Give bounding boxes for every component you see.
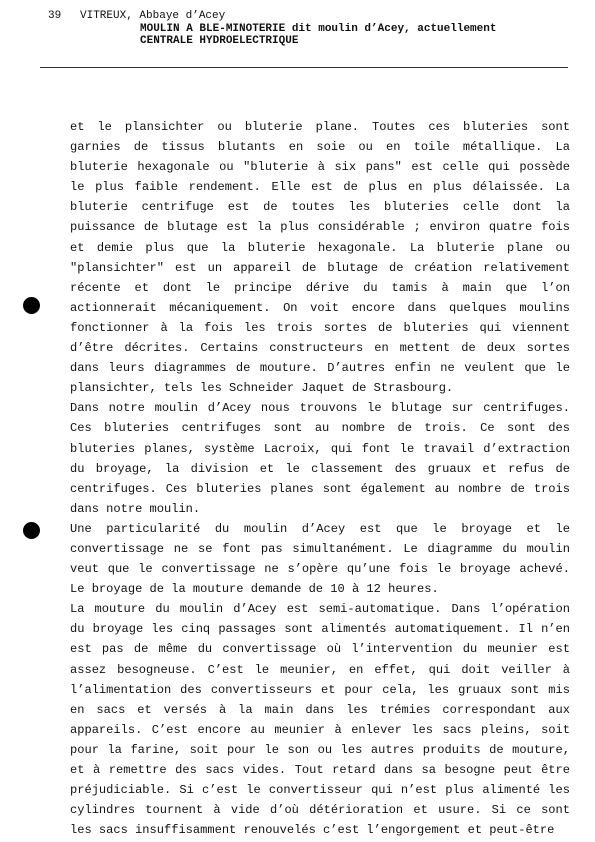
body-line: bluterie centrifuge est de toutes les bluteries celle dont la bbox=[70, 200, 570, 215]
punch-hole-marker bbox=[23, 522, 40, 539]
body-line: du broyage, la division et le classement des gruaux et refus de bbox=[70, 461, 570, 476]
body-line: dans leurs diagrammes de mouture. D’autres enfin ne veulent que le bbox=[70, 361, 570, 376]
body-line: pour la farine, soit pour le son ou les autres produits de mouture, bbox=[70, 742, 570, 757]
body-line: Le broyage de la mouture demande de 10 à 12 heures. bbox=[70, 582, 439, 597]
title-line-2: CENTRALE HYDROELECTRIQUE bbox=[140, 35, 299, 47]
header-divider bbox=[40, 67, 568, 68]
body-line: et demie plus que la bluterie hexagonale. La bluterie plane ou bbox=[70, 240, 570, 255]
body-line: d’être décrites. Certains constructeurs en mettent de deux sortes bbox=[70, 341, 570, 356]
body-line: La mouture du moulin d’Acey est semi-automatique. Dans l’opération bbox=[70, 602, 570, 617]
body-line: du broyage les cinq passages sont alimentés automatiquement. Il n’en bbox=[70, 622, 570, 637]
body-line: puissance de blutage est la plus considérable ; environ quatre fois bbox=[70, 220, 570, 235]
body-line: assez besogneuse. C’est le meunier, en effet, qui doit veiller à bbox=[70, 662, 570, 677]
body-line: récente et dont le principe dérive du tamis à main que l’on bbox=[70, 280, 570, 295]
body-line: en sacs et versés à la main dans les trémies correspondant aux bbox=[70, 702, 570, 717]
body-line: "plansichter" est un appareil de blutage de création relativement bbox=[70, 260, 570, 275]
body-line: le plus faible rendement. Elle est de plus en plus délaissée. La bbox=[70, 180, 570, 195]
body-line: plansichter, tels les Schneider Jaquet de Strasbourg. bbox=[70, 381, 454, 396]
body-line: centrifuges. Ces bluteries planes sont également au nombre de trois bbox=[70, 481, 570, 496]
body-line: convertissage ne se font pas simultanément. Le diagramme du moulin bbox=[70, 541, 570, 556]
body-line: actionnerait mécaniquement. On voit encore dans quelques moulins bbox=[70, 300, 570, 315]
page-number: 39 bbox=[48, 10, 62, 22]
body-line: Une particularité du moulin d’Acey est que le broyage et le bbox=[70, 521, 570, 536]
body-line: et à remettre des sacs vides. Tout retard dans sa besogne peut être bbox=[70, 763, 570, 777]
body-line: préjudiciable. Si c’est le convertisseur qui n’est plus alimenté les bbox=[70, 783, 570, 798]
body-line: appareils. C’est encore au meunier à enlever les sacs pleins, soit bbox=[70, 722, 570, 737]
body-line: bluteries planes, système Lacroix, qui font le travail d’extraction bbox=[70, 441, 570, 456]
body-line: et le plansichter ou bluterie plane. Toutes ces bluteries sont bbox=[70, 120, 570, 134]
body-line: l’alimentation des convertisseurs et pour cela, les gruaux sont mis bbox=[70, 682, 570, 697]
body-line: garnies de tissus blutants en soie ou en toile métallique. La bbox=[70, 140, 570, 155]
body-line: fonctionner à la fois les trois sortes de bluteries qui viennent bbox=[70, 320, 570, 335]
body-line: Ces bluteries centrifuges sont au nombre de trois. Ce sont des bbox=[70, 421, 570, 436]
body-line: Dans notre moulin d’Acey nous trouvons le blutage sur centrifuges. bbox=[70, 401, 570, 416]
body-line: les sacs insuffisamment renouvelés c’est l’engorgement et peut-être bbox=[70, 823, 555, 838]
title-line-1: MOULIN A BLE-MINOTERIE dit moulin d’Acey, actuellement bbox=[140, 23, 497, 35]
body-line: cylindres tournent à vide d’où détérioration et usure. Si ce sont bbox=[70, 803, 570, 818]
punch-hole-marker bbox=[23, 297, 40, 314]
body-text bbox=[70, 117, 570, 840]
body-line: dans notre moulin. bbox=[70, 501, 201, 516]
body-line: bluterie hexagonale ou "bluterie à six pans" est celle qui possède bbox=[70, 160, 570, 175]
location-heading: VITREUX, Abbaye d’Acey bbox=[80, 10, 226, 22]
body-line: veut que le convertissage ne s’opère qu’une fois le broyage achevé. bbox=[70, 562, 570, 577]
body-line: est pas de même du convertissage où l’intervention du meunier est bbox=[70, 642, 570, 657]
